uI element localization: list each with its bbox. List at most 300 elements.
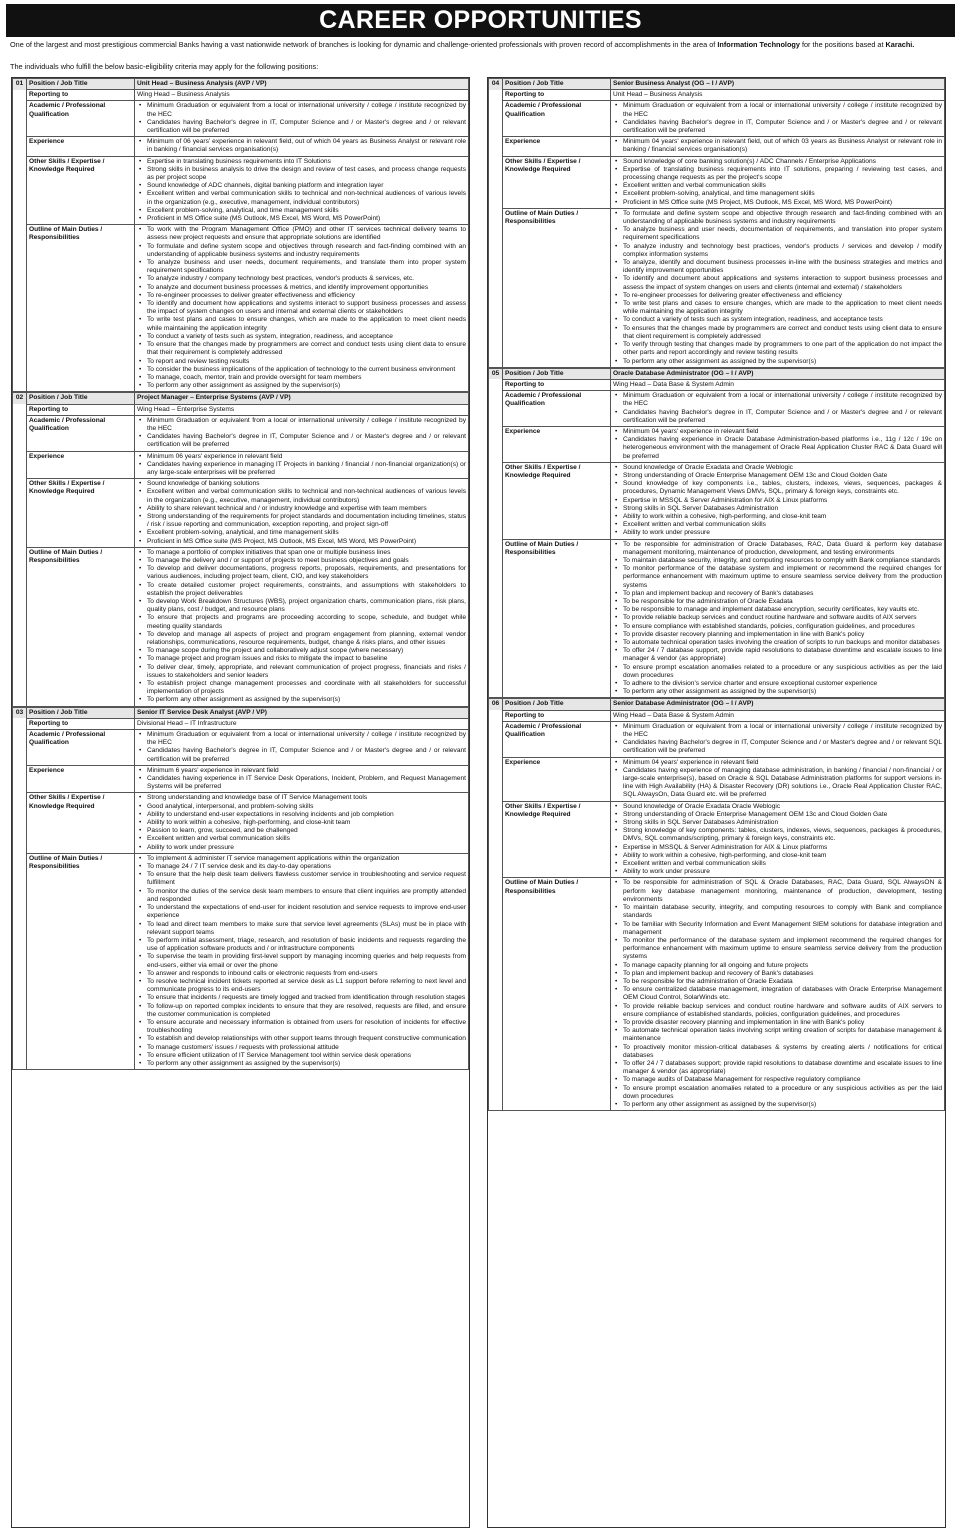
list-item: • Expertise in MSSQL & Server Administration for AIX & Linux platforms	[613, 844, 942, 852]
list-item: • To manage capacity planning for all ongoing and future projects	[613, 962, 942, 970]
qualification-list	[611, 101, 945, 137]
reporting-label: Reporting to	[27, 404, 135, 415]
list-item: • Minimum 04 years' experience in relevant field, out of which 03 years as Business Analyst or relevant role in banking / financial services organisation(s)	[613, 138, 942, 154]
list-item: • To create detailed customer project requirements, constraints, and assumptions with stakeholders to establish the project deliverables	[137, 582, 466, 598]
position-row	[489, 699, 945, 710]
position-number: 03	[13, 707, 27, 718]
qualification-list	[611, 721, 945, 757]
list-item: • To ensure that incidents / requests are timely logged and tracked from identification through resolution stages	[137, 994, 466, 1002]
intro-text: One of the largest and most prestigious commercial Banks having a vast nationwide network of branches is looking for dynamic and challenge-oriented professionals with proven record of accomplishments in the area of	[10, 40, 718, 49]
list-item: • Excellent problem-solving, analytical, and time management skills	[613, 190, 942, 198]
list-item: • To manage scope during the project and collaboratively adjust scope (where necessary)	[137, 647, 466, 655]
qualification-list	[135, 415, 469, 451]
list-item: • To adhere to the division's service charter and ensure exceptional customer experience	[613, 680, 942, 688]
position-table	[12, 392, 469, 706]
position-number	[13, 101, 27, 137]
eligibility-note: The individuals who fulfill the below basic-eligibility criteria may apply for the following positions:	[10, 62, 319, 71]
reporting-value: Unit Head – Business Analysis	[611, 90, 945, 101]
position-value: Oracle Database Administrator (OG – I / AVP)	[611, 368, 945, 379]
list-item: • To develop and manage all aspects of project and program engagement from planning, external vendor relationships, communications, resource requirements, budget, change & risks plans, and other issues	[137, 631, 466, 647]
list-item: • Candidates having experience of managing database administration, in banking / financial / non-financial / or large-scale enterprise(s), based on Oracle & SQL Database Administration platforms for support versions in-line with High Availability (HA) & Disaster Recovery (DR) solutions i.e., Oracle Real Application Cluster RAC, SQL AlwaysOn, Data Guard etc. will be preferred	[613, 767, 942, 800]
qualification-label: Academic / Professional Qualification	[27, 415, 135, 451]
position-number	[13, 853, 27, 1069]
list-item: • To provide disaster recovery planning and implementation in line with Bank's policy	[613, 1019, 942, 1027]
position-label: Position / Job Title	[503, 368, 611, 379]
list-item: • To ensure centralized database management, integration of databases with Oracle Enterprise Management OEM Cloud Control, SolarWinds etc.	[613, 986, 942, 1002]
list-item: • To ensure accurate and necessary information is obtained from users for resolution of incidents for effective troubleshooting	[137, 1019, 466, 1035]
reporting-row	[13, 404, 469, 415]
intro-city: Karachi.	[885, 40, 915, 49]
list-item: • To be responsible for administration of Oracle Databases, RAC, Data Guard & perform key database management monitoring, maintenance of production, development, and testing environments	[613, 541, 942, 557]
duties-label: Outline of Main Duties / Responsibilities	[27, 225, 135, 392]
list-item: • To offer 24 / 7 databases support; provide rapid resolutions to database downtime and escalate issues to line manager & vendor (as appropriate)	[613, 1060, 942, 1076]
position-number	[13, 479, 27, 548]
position-table	[488, 698, 945, 1111]
reporting-value: Wing Head – Enterprise Systems	[135, 404, 469, 415]
position-number	[13, 765, 27, 793]
list-item: • Strong understanding of Oracle Enterprise Management OEM 13c and Cloud Golden Gate	[613, 472, 942, 480]
list-item: • Sound knowledge of key components i.e., tables, clusters, indexes, views, sequences, packages & procedures, Dynamic Management Views DMVs, SQL, primary & foreign keys, constraints etc.	[613, 480, 942, 496]
position-number	[489, 156, 503, 208]
experience-row	[489, 426, 945, 462]
list-item: • To plan and implement backup and recovery of Bank's databases	[613, 970, 942, 978]
duties-label: Outline of Main Duties / Responsibilities	[503, 539, 611, 698]
list-item: • To ensure that the changes made by programmers are correct and conduct tests using client data to ensure that their requirement is completely addressed	[137, 341, 466, 357]
skills-list	[135, 793, 469, 853]
list-item: • To perform any other assignment as assigned by the supervisor(s)	[137, 696, 466, 704]
list-item: • To monitor the duties of the service desk team members to ensure that client inquiries are promptly attended and responded	[137, 888, 466, 904]
position-number: 04	[489, 79, 503, 90]
skills-row	[13, 156, 469, 225]
position-number	[13, 547, 27, 706]
experience-list	[135, 451, 469, 479]
position-number	[489, 801, 503, 878]
position-number	[13, 718, 27, 729]
list-item: • To monitor performance of the database system and implement or recommend the required changes for performance enhancement with maximum uptime to ensure seamless service delivery from the production systems	[613, 565, 942, 590]
position-number: 06	[489, 699, 503, 710]
list-item: • To establish project change management processes and coordinate with all stakeholders for successful implementation of projects	[137, 680, 466, 696]
duties-list	[135, 853, 469, 1069]
list-item: • Ability to work under pressure	[613, 868, 942, 876]
duties-label: Outline of Main Duties / Responsibilities	[27, 547, 135, 706]
position-value: Unit Head – Business Analysis (AVP / VP)	[135, 79, 469, 90]
list-item: • Ability to share relevant technical and / or industry knowledge and expertise with team members	[137, 505, 466, 513]
list-item: • To ensure prompt escalation anomalies related to a procedure or any suspicious activities as per the laid down procedures	[613, 664, 942, 680]
experience-row	[489, 757, 945, 801]
position-number: 05	[489, 368, 503, 379]
position-number	[489, 137, 503, 156]
list-item: • To maintain database security, integrity, and computing resources to comply with Bank and compliance standards	[613, 904, 942, 920]
list-item: • Excellent written and verbal communication skills	[137, 835, 466, 843]
reporting-value: Wing Head – Business Analysis	[135, 90, 469, 101]
list-item: • Proficient in MS Office suite (MS Project, MS Outlook, MS Excel, MS Word, MS PowerPoint)	[613, 199, 942, 207]
duties-label: Outline of Main Duties / Responsibilities	[503, 208, 611, 367]
skills-row	[13, 793, 469, 853]
position-number	[13, 451, 27, 479]
duties-row	[13, 547, 469, 706]
qualification-row	[489, 721, 945, 757]
page-title: CAREER OPPORTUNITIES	[6, 4, 955, 37]
position-label: Position / Job Title	[27, 707, 135, 718]
list-item: • To ensure efficient utilization of IT Service Management tool within service desk operations	[137, 1052, 466, 1060]
list-item: • Minimum 04 years' experience in relevant field	[613, 759, 942, 767]
qualification-row	[13, 730, 469, 766]
list-item: • To proactively monitor mission-critical databases & systems by creating alerts / notifications for critical databases	[613, 1044, 942, 1060]
position-number	[13, 90, 27, 101]
experience-label: Experience	[27, 451, 135, 479]
list-item: • To re-engineer processes to deliver greater effectiveness and efficiency	[137, 292, 466, 300]
qualification-label: Academic / Professional Qualification	[503, 101, 611, 137]
experience-row	[13, 137, 469, 156]
skills-label: Other Skills / Expertise / Knowledge Required	[503, 801, 611, 878]
list-item: • Sound knowledge of Oracle Exadata Oracle Weblogic	[613, 803, 942, 811]
list-item: • To perform initial assessment, triage, research, and resolution of basic incidents and requests regarding the use of application software products and / or infrastructure components	[137, 937, 466, 953]
position-number	[489, 721, 503, 757]
list-item: • Strong knowledge of key components: tables, clusters, indexes, views, sequences, packages & procedures, DMVs, SQL commands/scripting, primary & foreign keys, constraints etc.	[613, 827, 942, 843]
list-item: • Minimum 04 years' experience in relevant field	[613, 428, 942, 436]
list-item: • To monitor the performance of the database system and implement recommend the required changes for performance enhancement with maximum uptime to ensure seamless service delivery from the production systems	[613, 937, 942, 962]
list-item: • To perform any other assignment as assigned by the supervisor(s)	[613, 358, 942, 366]
position-number	[489, 101, 503, 137]
list-item: • To implement & administer IT service management applications within the organization	[137, 855, 466, 863]
list-item: • To manage, coach, mentor, train and provide oversight for team members	[137, 374, 466, 382]
list-item: • To offer 24 / 7 database support, provide rapid resolutions to database downtime and escalate issues to line manager & vendor (as appropriate)	[613, 647, 942, 663]
reporting-row	[489, 90, 945, 101]
duties-row	[489, 539, 945, 698]
list-item: • Excellent problem-solving, analytical, and time management skills	[137, 529, 466, 537]
position-number	[13, 793, 27, 853]
reporting-value: Divisional Head – IT Infrastructure	[135, 718, 469, 729]
reporting-label: Reporting to	[27, 90, 135, 101]
skills-label: Other Skills / Expertise / Knowledge Required	[27, 479, 135, 548]
list-item: • To be responsible to manage and implement database encryption, security certificates, key vaults etc.	[613, 606, 942, 614]
duties-list	[611, 208, 945, 367]
list-item: • To ensure that projects and programs are proceeding according to scope, schedule, and budget while meeting quality standards	[137, 614, 466, 630]
list-item: • Candidates having experience in managing IT Projects in banking / financial / non-financial organization(s) or any large-scale enterprises will be preferred	[137, 461, 466, 477]
position-number	[489, 462, 503, 539]
list-item: • To be responsible for administration of SQL & Oracle Databases, RAC, Data Guard, SQL AlwaysON & perform key database management monitoring, maintenance of production, development, testing environments	[613, 879, 942, 904]
position-number	[13, 156, 27, 225]
list-item: • Minimum 6 years' experience in relevant field	[137, 767, 466, 775]
duties-label: Outline of Main Duties / Responsibilities	[503, 878, 611, 1111]
experience-label: Experience	[503, 426, 611, 462]
list-item: • Minimum Graduation or equivalent from a local or international university / college / institute recognized by the HEC	[137, 731, 466, 747]
skills-row	[489, 801, 945, 878]
list-item: • Ability to work within a cohesive, high-performing, and close-knit team	[137, 819, 466, 827]
list-item: • Ability to work within a cohesive, high-performing, and close-knit team	[613, 852, 942, 860]
position-label: Position / Job Title	[27, 79, 135, 90]
list-item: • To automate technical operation tasks involving script writing creation of scripts for database management & maintenance	[613, 1027, 942, 1043]
position-number	[489, 539, 503, 698]
position-number	[13, 404, 27, 415]
reporting-value: Wing Head – Data Base & System Admin	[611, 710, 945, 721]
list-item: • Expertise in MSSQL & Server Administration for AIX & Linux platforms	[613, 497, 942, 505]
list-item: • To resolve technical incident tickets reported at service desk as L1 support before referring to next level and communicate progress to its end-users	[137, 978, 466, 994]
reporting-row	[13, 90, 469, 101]
list-item: • To analyze business and user needs, documentation of requirements, and translation into proper system requirement specifications	[613, 226, 942, 242]
list-item: • Sound knowledge of Oracle Exadata and Oracle Weblogic	[613, 464, 942, 472]
position-row	[13, 707, 469, 718]
skills-list	[135, 479, 469, 548]
list-item: • To conduct a variety of tests such as system integration, readiness, and acceptance tests	[613, 316, 942, 324]
list-item: • To conduct a variety of tests such as system, integration, readiness, and acceptance	[137, 333, 466, 341]
qualification-list	[135, 101, 469, 137]
list-item: • Ability to understand end-user expectations in resolving incidents and job completion	[137, 811, 466, 819]
list-item: • To develop and deliver documentations, progress reports, proposals, requirements, and presentations for various audiences, including project team, client, CIO, and key stakeholders	[137, 565, 466, 581]
list-item: • Candidates having Bachelor's degree in IT, Computer Science and / or Master's degree and / or relevant certification will be preferred	[613, 119, 942, 135]
list-item: • To deliver clear, timely, appropriate, and relevant communication of project progress, financials and risks / issues to stakeholders and senior leaders	[137, 664, 466, 680]
skills-row	[13, 479, 469, 548]
skills-row	[489, 462, 945, 539]
duties-list	[611, 878, 945, 1111]
reporting-row	[13, 718, 469, 729]
list-item: • Sound knowledge of banking solutions	[137, 480, 466, 488]
list-item: • To formulate and define system scope and objective through research and fact-finding combined with an understanding of applicable business systems and industry requirements	[613, 210, 942, 226]
list-item: • Minimum Graduation or equivalent from a local or international university / college / institute recognized by the HEC	[137, 102, 466, 118]
position-number	[489, 426, 503, 462]
list-item: • To analyze and document business processes & metrics, and identify improvement opportunities	[137, 284, 466, 292]
list-item: • Candidates having Bachelor's degree in IT, Computer Science and / or Master's degree and / or relevant SQL certification will be preferred	[613, 739, 942, 755]
position-value: Senior IT Service Desk Analyst (AVP / VP)	[135, 707, 469, 718]
list-item: • To analyze, identify and document business processes in-line with the business strategies and metrics and identify improvement opportunities	[613, 259, 942, 275]
experience-label: Experience	[27, 765, 135, 793]
intro-text-mid: for the positions based at	[799, 40, 886, 49]
duties-row	[13, 853, 469, 1069]
list-item: • Expertise in translating business requirements into IT Solutions	[137, 158, 466, 166]
position-row	[13, 393, 469, 404]
list-item: • To be familiar with Security Information and Event Management SIEM solutions for database integration and management	[613, 921, 942, 937]
list-item: • Excellent written and verbal communication skills to technical and non-technical audiences of various levels in the organization (e.g., executive, management, individual contributors)	[137, 190, 466, 206]
reporting-label: Reporting to	[503, 710, 611, 721]
reporting-label: Reporting to	[503, 90, 611, 101]
list-item: • To provide disaster recovery planning and implementation in line with Bank's policy	[613, 631, 942, 639]
qualification-row	[13, 101, 469, 137]
experience-list	[611, 426, 945, 462]
list-item: • To identify and document how applications and systems interact to support business processes and assess the impact of system changes on users and internal and external clients or stakeholders	[137, 300, 466, 316]
list-item: • To consider the business implications of the application of technology to the current business environment	[137, 366, 466, 374]
list-item: • Good analytical, interpersonal, and problem-solving skills	[137, 803, 466, 811]
list-item: • To follow-up on reported complex incidents to ensure that they are resolved, requests are filled, and ensure the customer communication is completed	[137, 1003, 466, 1019]
list-item: • To understand the expectations of end-user for incident resolution and service requests to improve end-user experience	[137, 904, 466, 920]
list-item: • To manage 24 / 7 IT service desk and its day-to-day operations	[137, 863, 466, 871]
position-number	[489, 208, 503, 367]
position-label: Position / Job Title	[503, 79, 611, 90]
list-item: • Candidates having experience in Oracle Database Administration-based platforms i.e., 11g / 12c / 19c on heterogeneous environment with the management of Oracle Real Application Cluster RAC & Data Guard will be preferred	[613, 436, 942, 461]
list-item: • Minimum Graduation or equivalent from a local or international university / college / institute recognized by the HEC	[613, 723, 942, 739]
reporting-row	[489, 710, 945, 721]
qualification-list	[611, 391, 945, 427]
position-row	[13, 79, 469, 90]
list-item: • Candidates having Bachelor's degree in IT, Computer Science and / or Master's degree and / or relevant certification will be preferred	[137, 433, 466, 449]
qualification-label: Academic / Professional Qualification	[503, 721, 611, 757]
duties-row	[13, 225, 469, 392]
position-number: 02	[13, 393, 27, 404]
duties-list	[135, 547, 469, 706]
experience-row	[13, 765, 469, 793]
list-item: • Strong understanding of Oracle Enterprise Management OEM 13c and Cloud Golden Gate	[613, 811, 942, 819]
experience-list	[611, 137, 945, 156]
skills-list	[135, 156, 469, 225]
list-item: • To develop Work Breakdown Structures (WBS), project organization charts, communication plans, risk plans, quality plans, cost / budget, and resource plans	[137, 598, 466, 614]
list-item: • Ability to work within a cohesive, high-performing, and close-knit team	[613, 513, 942, 521]
position-number	[13, 225, 27, 392]
qualification-label: Academic / Professional Qualification	[27, 101, 135, 137]
list-item: • To analyze industry and technology best practices, vendor's products / services and develop / modify complex information systems	[613, 243, 942, 259]
list-item: • To supervise the team in providing first-level support by managing incoming queries and help requests from end-users, either via email or over the phone	[137, 953, 466, 969]
list-item: • Minimum Graduation or equivalent from a local or international university / college / institute recognized by the HEC	[613, 392, 942, 408]
list-item: • To be responsible for the administration of Oracle Exadata	[613, 978, 942, 986]
skills-row	[489, 156, 945, 208]
list-item: • Strong skills in SQL Server Databases Administration	[613, 819, 942, 827]
position-number	[489, 878, 503, 1111]
list-item: • To maintain database security, integrity, and computing resources to comply with Bank compliance standards	[613, 557, 942, 565]
duties-label: Outline of Main Duties / Responsibilities	[27, 853, 135, 1069]
list-item: • To work with the Program Management Office (PMO) and other IT services technical delivery teams to assess new project requests and ensure that appropriate solutions are identified	[137, 226, 466, 242]
list-item: • Expertise of translating business requirements into IT solutions, preparing / reviewing test cases, and processing change requests as per the project's scope	[613, 166, 942, 182]
list-item: • To perform any other assignment as assigned by the supervisor(s)	[613, 688, 942, 696]
list-item: • Strong understanding of the requirements for project standards and documentation including timelines, status / risk / issue reporting and communication, exception reporting, and project sign-off	[137, 513, 466, 529]
list-item: • To perform any other assignment as assigned by the supervisor(s)	[613, 1101, 942, 1109]
skills-label: Other Skills / Expertise / Knowledge Required	[27, 793, 135, 853]
reporting-label: Reporting to	[503, 379, 611, 390]
position-number	[13, 137, 27, 156]
skills-label: Other Skills / Expertise / Knowledge Required	[503, 462, 611, 539]
duties-row	[489, 208, 945, 367]
list-item: • Minimum Graduation or equivalent from a local or international university / college / institute recognized by the HEC	[613, 102, 942, 118]
reporting-label: Reporting to	[27, 718, 135, 729]
list-item: • To identify and document about applications and systems interaction to support business processes and assess the impact of system changes on users and clients (internal and external) / stakeholders	[613, 275, 942, 291]
skills-label: Other Skills / Expertise / Knowledge Required	[27, 156, 135, 225]
position-row	[489, 368, 945, 379]
skills-list	[611, 462, 945, 539]
list-item: • To manage the delivery and / or support of projects to meet business objectives and goals	[137, 557, 466, 565]
list-item: • Minimum Graduation or equivalent from a local or international university / college / institute recognized by the HEC	[137, 417, 466, 433]
list-item: • To ensure prompt escalation anomalies related to a procedure or any suspicious activities as per the laid down procedures	[613, 1085, 942, 1101]
experience-row	[13, 451, 469, 479]
list-item: • Excellent written and verbal communication skills	[613, 182, 942, 190]
list-item: • To manage project and program issues and risks to mitigate the impact to baseline	[137, 655, 466, 663]
list-item: • To report and review testing results	[137, 358, 466, 366]
experience-label: Experience	[503, 757, 611, 801]
list-item: • Excellent problem-solving, analytical, and time management skills	[137, 207, 466, 215]
position-number	[489, 379, 503, 390]
position-value: Senior Business Analyst (OG – I / AVP)	[611, 79, 945, 90]
experience-row	[489, 137, 945, 156]
experience-list	[135, 765, 469, 793]
qualification-row	[489, 101, 945, 137]
duties-list	[611, 539, 945, 698]
experience-label: Experience	[503, 137, 611, 156]
intro-paragraph	[10, 40, 952, 50]
list-item: • To establish and develop relationships with other support teams through frequent constructive communication	[137, 1035, 466, 1043]
reporting-value: Wing Head – Data Base & System Admin	[611, 379, 945, 390]
qualification-label: Academic / Professional Qualification	[503, 391, 611, 427]
list-item: • Proficient in MS Office suite (MS Outlook, MS Excel, MS Word, MS PowerPoint)	[137, 215, 466, 223]
list-item: • Minimum 06 years' experience in relevant field	[137, 453, 466, 461]
right-column	[487, 77, 946, 1528]
list-item: • Ability to work under pressure	[613, 529, 942, 537]
list-item: • To write test plans and cases to ensure changes, which are made to the application to meet client needs while maintaining the application integrity	[137, 316, 466, 332]
list-item: • To manage customers' issues / requests with professional attitude	[137, 1044, 466, 1052]
list-item: • To plan and implement backup and recovery of Bank's databases	[613, 590, 942, 598]
list-item: • To manage a portfolio of complex initiatives that span one or multiple business lines	[137, 549, 466, 557]
position-table	[488, 368, 945, 699]
list-item: • To provide reliable backup services and conduct routine hardware and software audits of AIX servers	[613, 614, 942, 622]
list-item: • To automate technical operation tasks involving the creation of scripts to run backups and monitor databases	[613, 639, 942, 647]
list-item: • To manage audits of Database Management for respective regulatory compliance	[613, 1076, 942, 1084]
list-item: • To perform any other assignment as assigned by the supervisor(s)	[137, 1060, 466, 1068]
position-number	[489, 391, 503, 427]
experience-label: Experience	[27, 137, 135, 156]
list-item: • To ensures that the changes made by programmers are correct and conduct tests using client data to ensure that client requirement is completely addressed	[613, 325, 942, 341]
position-table	[12, 707, 469, 1071]
list-item: • To perform any other assignment as assigned by the supervisor(s)	[137, 382, 466, 390]
list-item: • Proficient in MS Office suite (MS Project, MS Outlook, MS Excel, MS Word, MS PowerPoint)	[137, 538, 466, 546]
list-item: • To formulate and define system scope and objectives through research and fact-finding combined with an understanding of applicable business systems and industry requirements	[137, 243, 466, 259]
position-row	[489, 79, 945, 90]
list-item: • Excellent written and verbal communication skills	[613, 860, 942, 868]
list-item: • To analyze industry / company technology best practices, vendor's products & services, etc.	[137, 275, 466, 283]
list-item: • Strong skills in business analysis to drive the design and review of test cases, and process change requests as per project scope	[137, 166, 466, 182]
intro-department: Information Technology	[717, 40, 800, 49]
position-label: Position / Job Title	[503, 699, 611, 710]
position-number	[489, 757, 503, 801]
left-column	[11, 77, 470, 1528]
duties-list	[135, 225, 469, 392]
list-item: • To ensure that the help desk team delivers flawless customer service in troubleshooting and service request fulfillment	[137, 871, 466, 887]
reporting-row	[489, 379, 945, 390]
list-item: • To verify through testing that changes made by programmers to one part of the application do not impact the other parts and report accordingly and review testing results	[613, 341, 942, 357]
position-number	[489, 90, 503, 101]
list-item: • Candidates having experience in IT Service Desk Operations, Incident, Problem, and Request Management Systems will be preferred	[137, 775, 466, 791]
list-item: • Excellent written and verbal communication skills	[613, 521, 942, 529]
position-number	[13, 730, 27, 766]
list-item: • Excellent written and verbal communication skills to technical and non-technical audiences of various levels in the organization (e.g., executive, management, individual contributors)	[137, 488, 466, 504]
position-table	[488, 78, 945, 368]
list-item: • Ability to work under pressure	[137, 844, 466, 852]
list-item: • Sound knowledge of core banking solution(s) / ADC Channels / Enterprise Applications	[613, 158, 942, 166]
list-item: • To write test plans and cases to ensure changes, which are made to the application to meet client needs while maintaining the application integrity	[613, 300, 942, 316]
duties-row	[489, 878, 945, 1111]
skills-label: Other Skills / Expertise / Knowledge Required	[503, 156, 611, 208]
skills-list	[611, 156, 945, 208]
qualification-list	[135, 730, 469, 766]
list-item: • To lead and direct team members to make sure that service level agreements (SLAs) must be in place with relevant support teams	[137, 921, 466, 937]
position-value: Senior Database Administrator (OG – I / AVP)	[611, 699, 945, 710]
list-item: • Candidates having Bachelor's degree in IT, Computer Science and / or Master's degree and / or relevant certification will be preferred	[137, 747, 466, 763]
list-item: • To re-engineer processes for delivering greater effectiveness and efficiency	[613, 292, 942, 300]
list-item: • Candidates having Bachelor's degree in IT, Computer Science and / or Master's degree and / or relevant certification will be preferred	[137, 119, 466, 135]
list-item: • Candidates having Bachelor's degree in IT, Computer Science and / or Master's degree and / or relevant certification will be preferred	[613, 409, 942, 425]
list-item: • Strong understanding and knowledge base of IT Service Management tools	[137, 794, 466, 802]
list-item: • To be responsible for the administration of Oracle Exadata	[613, 598, 942, 606]
skills-list	[611, 801, 945, 878]
list-item: • Minimum of 06 years' experience in relevant field, out of which 04 years as Business Analyst or relevant role in banking / financial services organisation(s)	[137, 138, 466, 154]
experience-list	[135, 137, 469, 156]
qualification-row	[489, 391, 945, 427]
position-number	[13, 415, 27, 451]
position-label: Position / Job Title	[27, 393, 135, 404]
position-table	[12, 78, 469, 392]
experience-list	[611, 757, 945, 801]
list-item: • To answer and responds to inbound calls or electronic requests from end-users	[137, 970, 466, 978]
list-item: • To ensure compliance with established standards, policies, configuration guidelines, and procedures	[613, 623, 942, 631]
position-value: Project Manager – Enterprise Systems (AVP / VP)	[135, 393, 469, 404]
list-item: • To provide reliable backup services and conduct routine hardware and software audits of AIX servers to ensure compliance of established standards, policies, configuration guidelines, and procedures	[613, 1003, 942, 1019]
list-item: • Strong skills in SQL Server Databases Administration	[613, 505, 942, 513]
list-item: • Passion to learn, grow, succeed, and be challenged	[137, 827, 466, 835]
qualification-row	[13, 415, 469, 451]
